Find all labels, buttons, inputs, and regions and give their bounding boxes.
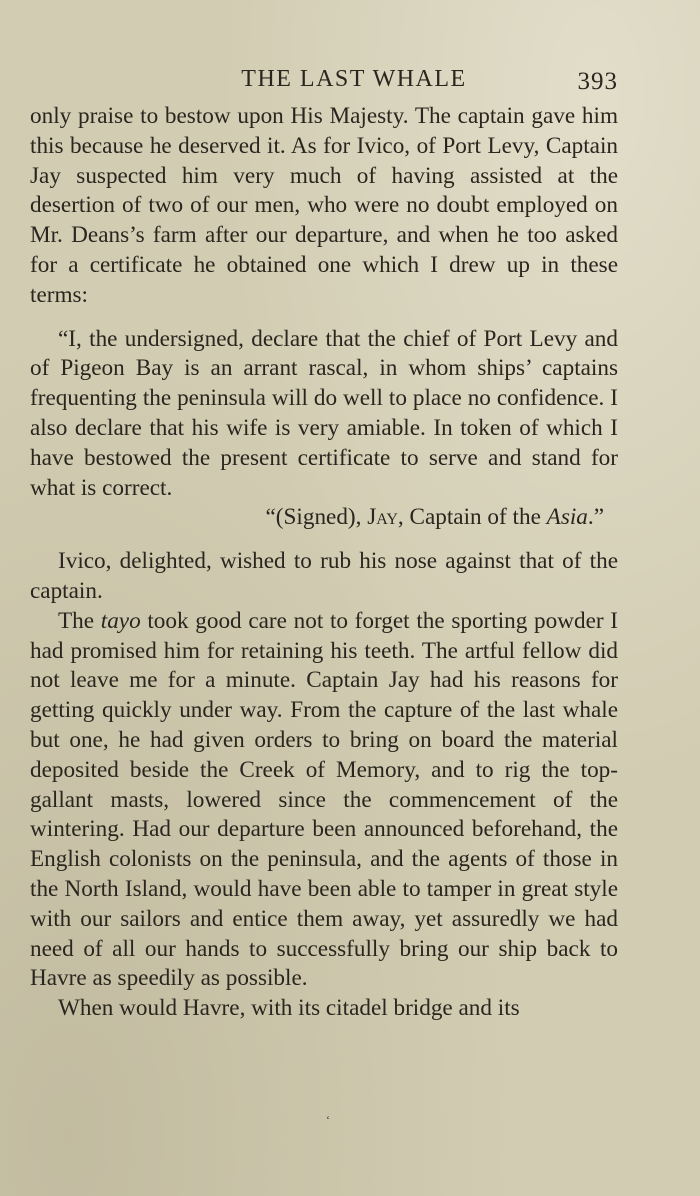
footer-mark: ‘ (326, 1113, 330, 1127)
paragraph-4-rest: took good care not to forget the sporting powder I had promised him for retaining his teeth. The artful fellow did not leave me for a minute. Captain Jay had his reasons for getting quickly under way. From the capture of the last whale but one, he had given orders to bring on board the material deposited beside the Creek of Memory, and to rig the top-gallant masts, lowered since the commencement of the wintering. Had our departure been announced beforehand, the English colonists on the peninsula, and the agents of those in the North Island, would have been able to tamper in great style with our sailors and entice them away, yet assuredly we had need of all our hands to successfully bring our ship back to Havre as speedily as possible. (30, 607, 618, 992)
signature-suffix: .” (587, 504, 604, 531)
book-page (30, 62, 618, 1024)
signature-prefix: “(Signed), (265, 504, 368, 531)
paragraph-2-quote: “I, the undersigned, declare that the chief of Port Levy and of Pigeon Bay is an arrant rascal, in whom ships’ captains frequenting the peninsula will do well to place no confidence. I also declare that his wife is very amiable. In token of which I have bestowed the present certificate to serve and stand for what is correct. (30, 325, 618, 501)
signature-middle: , Captain of the (397, 504, 547, 531)
paragraph-4 (30, 607, 618, 994)
paragraph-3: Ivico, delighted, wished to rub his nose against that of the captain. (30, 548, 618, 604)
body-text (30, 102, 618, 1024)
paragraph-1: only praise to bestow upon His Majesty. The captain gave him this because he deserved it. As for Ivico, of Port Levy, Captain Jay suspected him very much of having assisted at the desertion of two of our men, who were no doubt employed on Mr. Deans’s farm after our departure, and when he too asked for a certificate he obtained one which I drew up in these terms: (30, 103, 618, 308)
page-number: 393 (577, 68, 618, 95)
running-head (30, 62, 618, 102)
paragraph-5: When would Havre, with its citadel bridge and its (58, 995, 520, 1022)
signature-line (30, 503, 618, 533)
ship-name: Asia (546, 504, 588, 531)
signature-name: Jay (367, 504, 398, 531)
paragraph-4-start: The (58, 607, 101, 634)
running-title: THE LAST WHALE (241, 66, 467, 92)
tayo-word: tayo (100, 607, 141, 634)
